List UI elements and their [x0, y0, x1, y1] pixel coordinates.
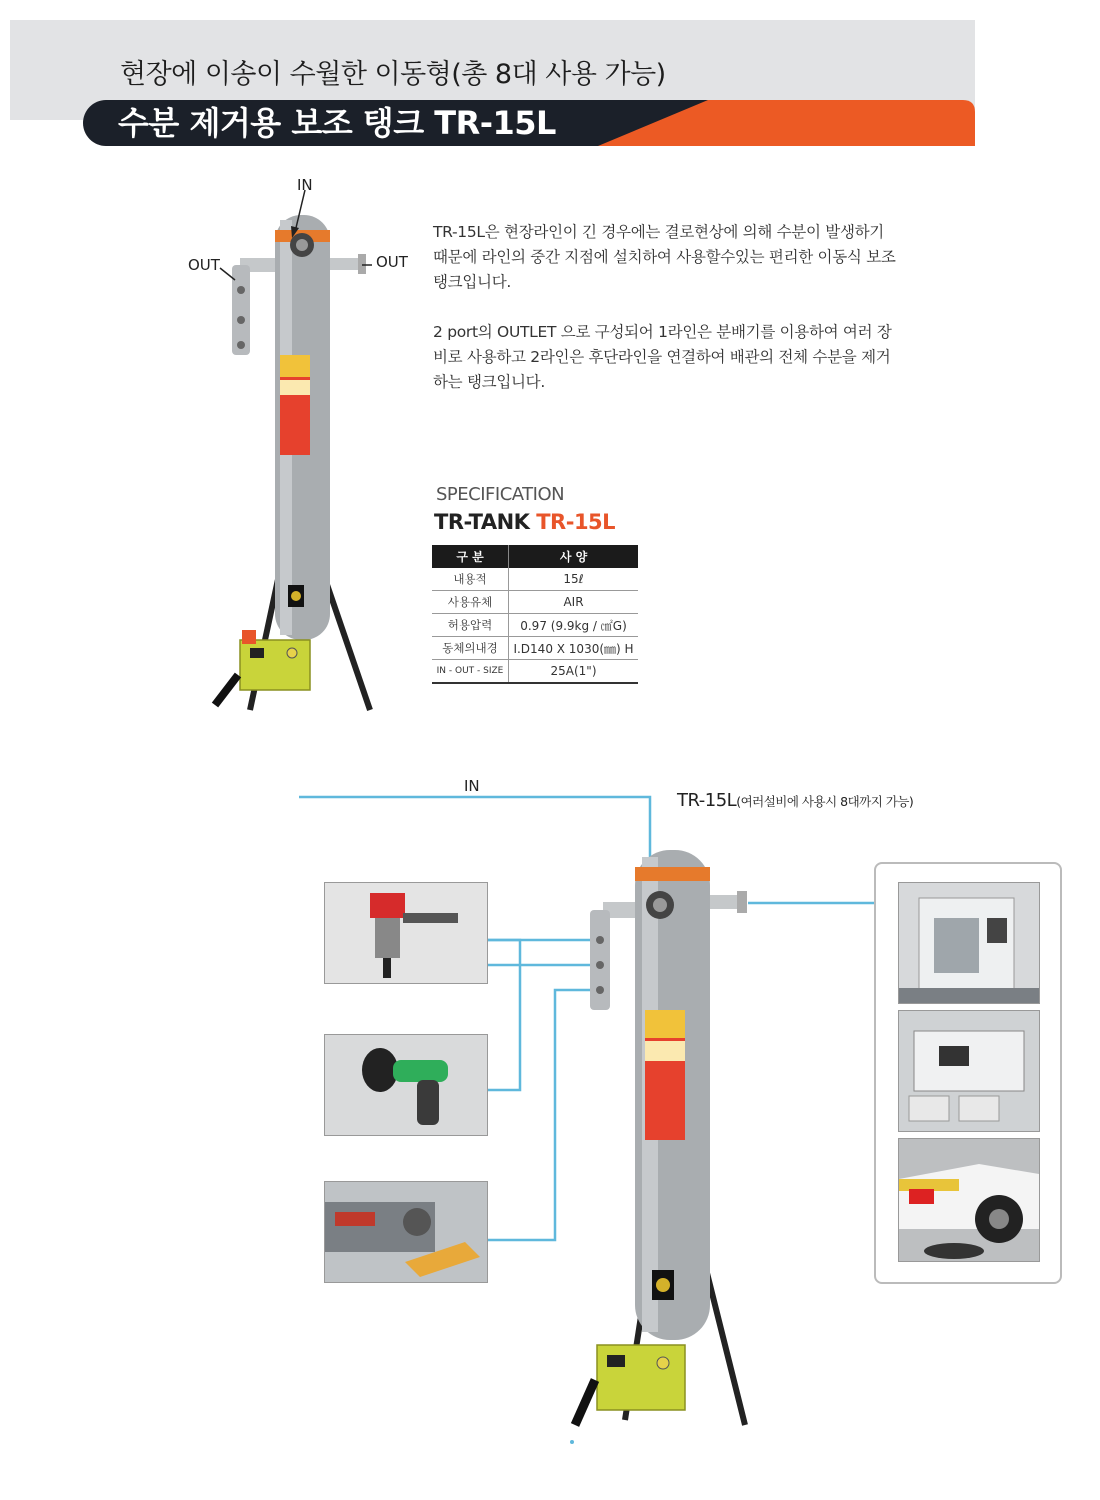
diagram-caption-note: (여러설비에 사용시 8대까지 가능)	[736, 794, 914, 809]
page-subtitle: 현장에 이송이 수월한 이동형(총 8대 사용 가능)	[120, 59, 666, 90]
spec-label: 사용유체	[432, 591, 509, 614]
press-machine-photo	[324, 1181, 488, 1283]
diagram-in-label: IN	[464, 777, 480, 795]
air-sander-photo	[324, 1034, 488, 1136]
spec-value: 0.97 (9.9kg / ㎠G)	[509, 614, 639, 637]
spec-label: IN - OUT - SIZE	[432, 660, 509, 684]
spec-label: 동체의내경	[432, 637, 509, 660]
diagram-tank	[545, 845, 785, 1445]
description-paragraph-1: TR-15L은 현장라인이 긴 경우에는 결로현상에 의해 수분이 발생하기 때문에 라인의 중간 지점에 설치하여 사용할수있는 편리한 이동식 보조탱크입니다.	[433, 223, 896, 291]
description-paragraph-2: 2 port의 OUTLET 으로 구성되어 1라인은 분배기를 이용하여 여러 장비로 사용하고 2라인은 후단라인을 연결하여 배관의 전체 수분을 제거하는 탱크입니다.	[433, 323, 892, 391]
spec-value: AIR	[509, 591, 639, 614]
spec-label: 허용압력	[432, 614, 509, 637]
spec-model-name: TR-15L	[536, 510, 616, 534]
spec-heading: SPECIFICATION	[436, 484, 565, 505]
spec-value: 15ℓ	[509, 568, 639, 591]
diagram-caption-model: TR-15L	[677, 790, 737, 811]
nailer-illustration	[325, 883, 487, 983]
sander-illustration	[325, 1035, 487, 1135]
spec-col-category: 구 분	[432, 545, 509, 568]
spec-col-value: 사 양	[509, 545, 639, 568]
out-left-label: OUT	[188, 256, 220, 274]
industrial-illustration	[899, 1011, 1039, 1131]
page-title: 수분 제거용 보조 탱크 TR-15L	[118, 104, 556, 142]
spec-model-prefix: TR-TANK	[434, 510, 530, 534]
spec-value: 25A(1")	[509, 660, 639, 684]
car-service-photo	[898, 1138, 1040, 1262]
industrial-machine-photo	[898, 1010, 1040, 1132]
spec-label: 내용적	[432, 568, 509, 591]
press-illustration	[325, 1182, 487, 1282]
cnc-illustration	[899, 883, 1039, 1003]
spec-value: I.D140 X 1030(㎜) H	[509, 637, 639, 660]
cnc-machine-photo	[898, 882, 1040, 1004]
diagram-caption	[677, 790, 913, 811]
out-right-label: OUT	[376, 253, 408, 271]
air-nailer-photo	[324, 882, 488, 984]
in-port-label: IN	[297, 176, 313, 194]
car-illustration	[899, 1139, 1039, 1261]
